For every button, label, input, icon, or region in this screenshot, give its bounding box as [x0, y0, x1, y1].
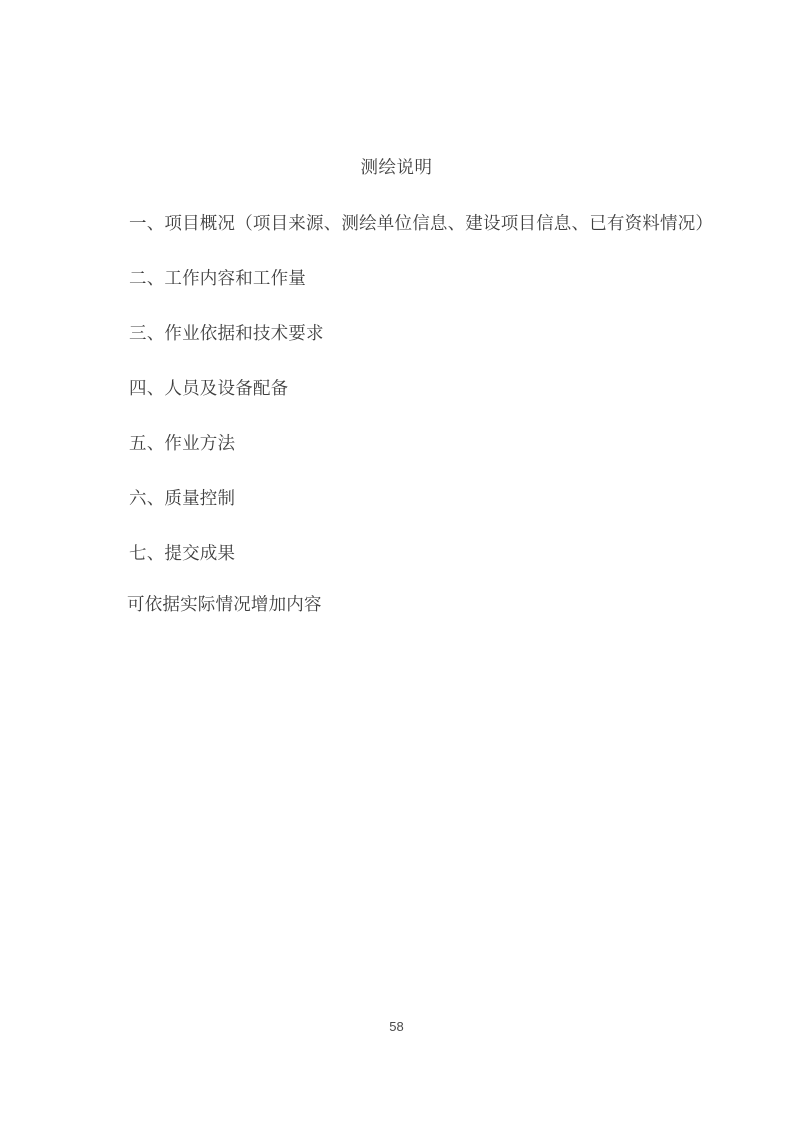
- list-item-3: 三、作业依据和技术要求: [129, 323, 324, 343]
- page-number: 58: [389, 1019, 404, 1034]
- page-title: 测绘说明: [360, 157, 433, 177]
- list-item-6: 六、质量控制: [129, 488, 236, 508]
- list-item-7: 七、提交成果: [129, 543, 236, 563]
- list-item-4: 四、人员及设备配备: [129, 378, 289, 398]
- note-line: 可依据实际情况增加内容: [127, 594, 322, 614]
- list-item-2: 二、工作内容和工作量: [129, 268, 306, 288]
- list-item-5: 五、作业方法: [129, 433, 236, 453]
- list-item-1: 一、项目概况（项目来源、测绘单位信息、建设项目信息、已有资料情况）: [129, 213, 714, 233]
